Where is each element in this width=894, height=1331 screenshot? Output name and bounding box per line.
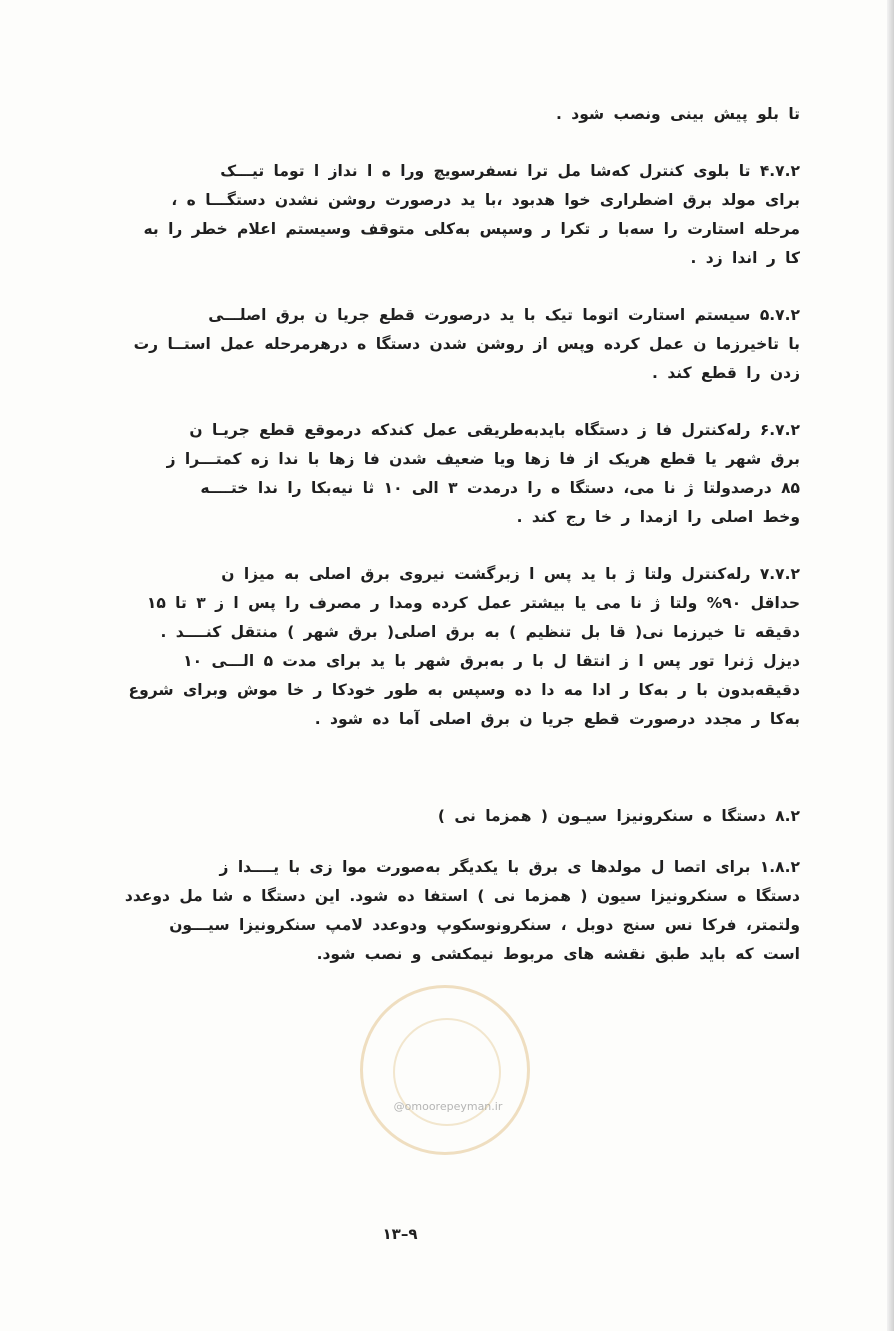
page-edge-shadow: [887, 0, 894, 1331]
text-line: ۴.۷.۲ تا بلوی کنترل کەشا مل ترا نسفرسویچ ورا ه ا نداز ا توما تیـــک: [220, 162, 800, 180]
watermark-url: @omoorepeyman.ir: [393, 1100, 503, 1113]
text-line: ۵.۷.۲ سیستم استارت اتوما تیک با ید درصورت قطع جریا ن برق اصلـــی: [208, 306, 800, 324]
paragraph-5-7-2: [78, 301, 800, 388]
section-title: ۸.۲ دستگا ه سنکرونیزا سیـون ( همزما نی ): [437, 807, 800, 825]
text-line: تا بلو پیش بینی ونصب شود .: [555, 105, 800, 123]
text-line: دقیقه تا خیرزما نی( قا بل تنظیم ) بە برق اصلی( برق شهر ) منتقل کنــــد .: [160, 623, 800, 641]
text-line: زدن را قطع کند .: [652, 364, 800, 382]
text-line: دیزل ژنرا تور پس ا ز انتقا ل با ر بەبرق شهر با ید برای مدت ۵ الـــی ۱۰: [183, 652, 800, 670]
document-body: [78, 100, 800, 997]
text-line: بەکا ر مجدد درصورت قطع جریا ن برق اصلی آما ده شود .: [314, 710, 800, 728]
text-line: دقیقەبدون با ر بەکا ر ادا مه دا ده وسپس به طور خودکا ر خا موش وبرای شروع: [128, 681, 800, 699]
paragraph-6-7-2: [78, 416, 800, 532]
text-line: مرحله استارت را سەبا ر تکرا ر وسپس بەکلی متوقف وسیستم اعلام خطر را بە: [143, 220, 800, 238]
section-spacer: [78, 762, 800, 802]
text-line: ولتمتر، فرکا نس سنج دوبل ، سنکرونوسکوپ ودوعدد لامپ سنکرونیزا سیـــون: [169, 916, 800, 934]
page-number: ۹–۱۳: [382, 1225, 418, 1243]
text-line: ۷.۷.۲ رلەکنترل ولتا ژ با ید پس ا زبرگشت نیروی برق اصلی به میزا ن: [221, 565, 800, 583]
text-line: برای مولد برق اضطراری خوا هدبود ،با ید درصورت روشن نشدن دستگـــا ه ،: [171, 191, 800, 209]
text-line: است که باید طبق نقشه های مربوط نیمکشی و نصب شود.: [316, 945, 800, 963]
text-line: وخط اصلی را ازمدا ر خا رج کند .: [516, 508, 800, 526]
text-line: حداقل ۹۰% ولتا ژ نا می یا بیشتر عمل کرده ومدا ر مصرف را پس ا ز ۳ تا ۱۵: [146, 594, 800, 612]
text-line: برق شهر یا قطع هریک از فا زها ویا ضعیف شدن فا زها با ندا زه کمتـــرا ز: [166, 450, 800, 468]
text-line: کا ر اندا زد .: [690, 249, 800, 267]
section-heading-8-2: [78, 802, 800, 831]
text-line: ۸۵ درصدولتا ژ نا می، دستگا ه را درمدت ۳ الی ۱۰ ثا نیەبکا را ندا ختــــه: [200, 479, 800, 497]
watermark-logo: [360, 985, 530, 1155]
text-line: ۱.۸.۲ برای اتصا ل مولدها ی برق با یکدیگر بەصورت موا زی با یــــدا ز: [219, 858, 800, 876]
paragraph-4-7-2: [78, 157, 800, 273]
paragraph-intro: [78, 100, 800, 129]
text-line: دستگا ه سنکرونیزا سیون ( همزما نی ) استفا ده شود. این دستگا ه شا مل دوعدد: [124, 887, 800, 905]
text-line: ۶.۷.۲ رلەکنترل فا ز دستگاه بایدبەطریقی عمل کندکه درموقع قطع جریـا ن: [189, 421, 800, 439]
text-line: با تاخیرزما ن عمل کرده وپس از روشن شدن دستگا ه درهرمرحله عمل استــا رت: [133, 335, 800, 353]
paragraph-7-7-2: [78, 560, 800, 734]
paragraph-1-8-2: [78, 853, 800, 969]
